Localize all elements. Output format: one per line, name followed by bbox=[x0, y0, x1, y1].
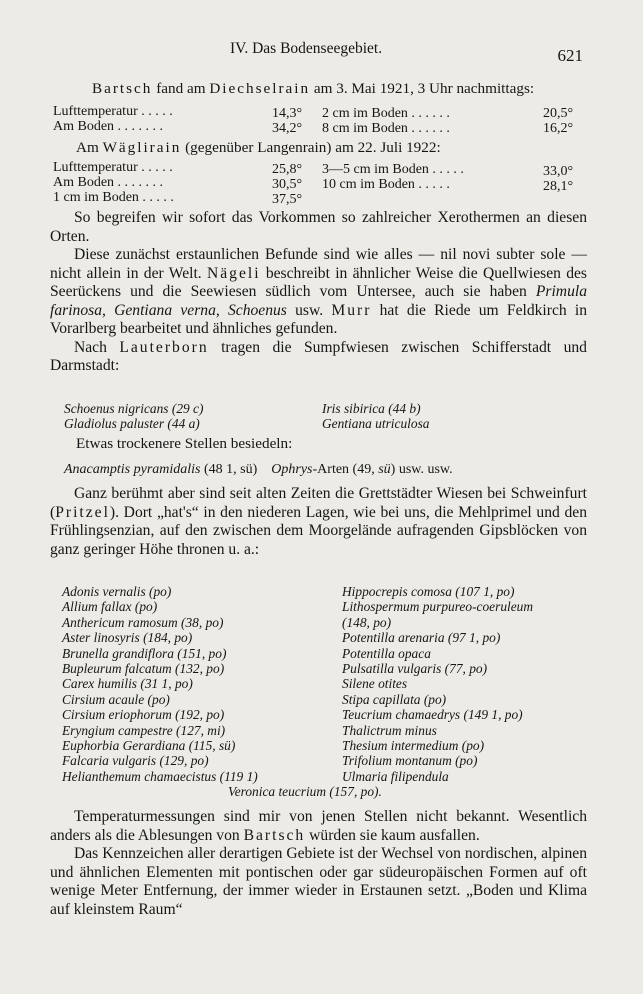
plant-list-left bbox=[62, 584, 258, 784]
body-text-block-2 bbox=[50, 485, 587, 559]
paragraph: Ganz berühmt aber sind seit alten Zeiten die Grettstädter Wiesen bei Schweinfurt (Pritzel). Dort „hat's“ in den niederen Lagen, wie bei uns, die Mehlprimel und den Frühlingsenzian, auf den zwischen dem Moorgelände aufragenden Gipsblöcken von ganz geringer Höhe thronen u. a.: bbox=[50, 485, 587, 558]
table-value: 20,5° bbox=[543, 106, 574, 121]
sumpf-species-left bbox=[64, 401, 203, 432]
plant-list-item: Anthericum ramosum (38, po) bbox=[62, 614, 224, 630]
plant-list-item: Bupleurum falcatum (132, po) bbox=[62, 660, 225, 676]
plant-list-item: Thesium intermedium (po) bbox=[342, 737, 485, 753]
plant-list-item: Euphorbia Gerardiana (115, sü) bbox=[62, 737, 236, 753]
bartsch-intro-line: Bartsch fand am Diechselrain am 3. Mai 1921, 3 Uhr nachmittags: bbox=[92, 80, 535, 97]
table-label: Lufttemperatur . . . . . bbox=[53, 104, 173, 119]
table-value: 28,1° bbox=[543, 179, 574, 194]
plant-list-item: (148, po) bbox=[342, 614, 392, 630]
paragraph: Nach Lauterborn tragen die Sumpfwiesen zwischen Schifferstadt und Darmstadt: bbox=[50, 338, 587, 374]
plant-list-item: Cirsium acaule (po) bbox=[62, 691, 170, 707]
table-value: 16,2° bbox=[543, 121, 574, 136]
table-label: 2 cm im Boden . . . . . . bbox=[322, 106, 450, 121]
plant-list-item: Teucrium chamaedrys (149 1, po) bbox=[342, 707, 523, 723]
plant-list-item: Stipa capillata (po) bbox=[342, 691, 447, 707]
list-item: Iris sibirica (44 b) bbox=[322, 401, 421, 416]
page-header bbox=[0, 40, 643, 66]
table-label: 10 cm im Boden . . . . . bbox=[322, 177, 450, 192]
paragraph: Diese zunächst erstaunlichen Befunde sind wie alles — nil novi subter sole — nicht allein in der Welt. Nägeli beschreibt in ähnlicher Weise die Quellwiesen des Seerückens und die Seewiesen südlich vom Untersee, auch sie haben Primula farinosa, Gentiana verna, Schoenus usw. Murr hat die Riede um Feldkirch in Vorarlberg bearbeitet und ähnliches gefunden. bbox=[50, 246, 588, 337]
list-item: Schoenus nigricans (29 c) bbox=[64, 401, 204, 416]
plant-list-item: Aster linosyris (184, po) bbox=[62, 630, 193, 646]
paragraph: So begreifen wir sofort das Vorkommen so zahlreicher Xerothermen an diesen Orten. bbox=[50, 209, 587, 245]
body-text-block-1 bbox=[50, 209, 587, 376]
plant-list-last: Veronica teucrium (157, po). bbox=[228, 784, 382, 799]
plant-list-item: Allium fallax (po) bbox=[62, 599, 158, 615]
plant-list-item: Cirsium eriophorum (192, po) bbox=[62, 707, 225, 723]
plant-list-item: Trifolium montanum (po) bbox=[342, 753, 478, 769]
table-value: 25,8° bbox=[272, 162, 303, 177]
body-text-block-3 bbox=[50, 808, 587, 919]
sumpf-species-right bbox=[322, 401, 430, 432]
plant-list-item: Carex humilis (31 1, po) bbox=[62, 676, 193, 692]
dry-places-species: Anacamptis pyramidalis (48 1, sü) Ophrys-Arten (49, sü) usw. usw. bbox=[64, 462, 453, 477]
table-value: 34,2° bbox=[272, 121, 303, 136]
page-number: 621 bbox=[557, 46, 583, 65]
table-label: Am Boden . . . . . . . bbox=[53, 119, 164, 134]
table-value: 37,5° bbox=[272, 192, 303, 207]
table-label: 1 cm im Boden . . . . . bbox=[53, 190, 174, 205]
table-label: Lufttemperatur . . . . . bbox=[53, 160, 173, 175]
waeglirain-intro-line: Am Wäglirain (gegenüber Langenrain) am 22. Juli 1922: bbox=[76, 139, 441, 156]
plant-list-item: Brunella grandiflora (151, po) bbox=[62, 645, 227, 661]
plant-list-item: Silene otites bbox=[342, 676, 408, 692]
table-value: 14,3° bbox=[272, 106, 303, 121]
plant-list-item: Ulmaria filipendula bbox=[342, 768, 449, 784]
plant-list-item: Potentilla arenaria (97 1, po) bbox=[342, 630, 501, 646]
table-label: 8 cm im Boden . . . . . . bbox=[322, 121, 450, 136]
plant-list-item: Hippocrepis comosa (107 1, po) bbox=[342, 584, 515, 599]
paragraph: Temperaturmessungen sind mir von jenen Stellen nicht bekannt. Wesentlich anders als die Ablesungen von Bartsch würden sie kaum ausfallen. bbox=[50, 808, 587, 844]
plant-list-right bbox=[342, 584, 533, 784]
list-item: Gentiana utriculosa bbox=[322, 416, 430, 432]
plant-list-item: Potentilla opaca bbox=[342, 645, 431, 661]
plant-list-item: Falcaria vulgaris (129, po) bbox=[62, 753, 209, 769]
plant-list-item: Pulsatilla vulgaris (77, po) bbox=[342, 660, 488, 676]
plant-list-item: Lithospermum purpureo-coeruleum bbox=[342, 599, 534, 615]
table-label: Am Boden . . . . . . . bbox=[53, 175, 164, 190]
dry-places-intro: Etwas trockenere Stellen besiedeln: bbox=[76, 435, 293, 452]
plant-list-item: Eryngium campestre (127, mi) bbox=[62, 722, 226, 738]
plant-list-item: Thalictrum minus bbox=[342, 722, 437, 738]
plant-list-item: Helianthemum chamaecistus (119 1) bbox=[62, 768, 258, 784]
paragraph: Das Kennzeichen aller derartigen Gebiete ist der Wechsel von nordischen, alpinen und ähnlichen Elementen mit pontischen oder gar südeuropäischen Formen auf oft wenige Meter Entfernung, der immer wieder in Erstaunen setzt. „Boden und Klima auf kleinstem Raum“ bbox=[50, 845, 587, 918]
table-label: 3—5 cm im Boden . . . . . bbox=[322, 162, 464, 177]
list-item: Gladiolus paluster (44 a) bbox=[64, 416, 200, 432]
table-value: 33,0° bbox=[543, 164, 574, 179]
running-title: IV. Das Bodenseegebiet. bbox=[230, 40, 383, 57]
plant-list-item: Adonis vernalis (po) bbox=[62, 584, 172, 599]
table-value: 30,5° bbox=[272, 177, 303, 192]
